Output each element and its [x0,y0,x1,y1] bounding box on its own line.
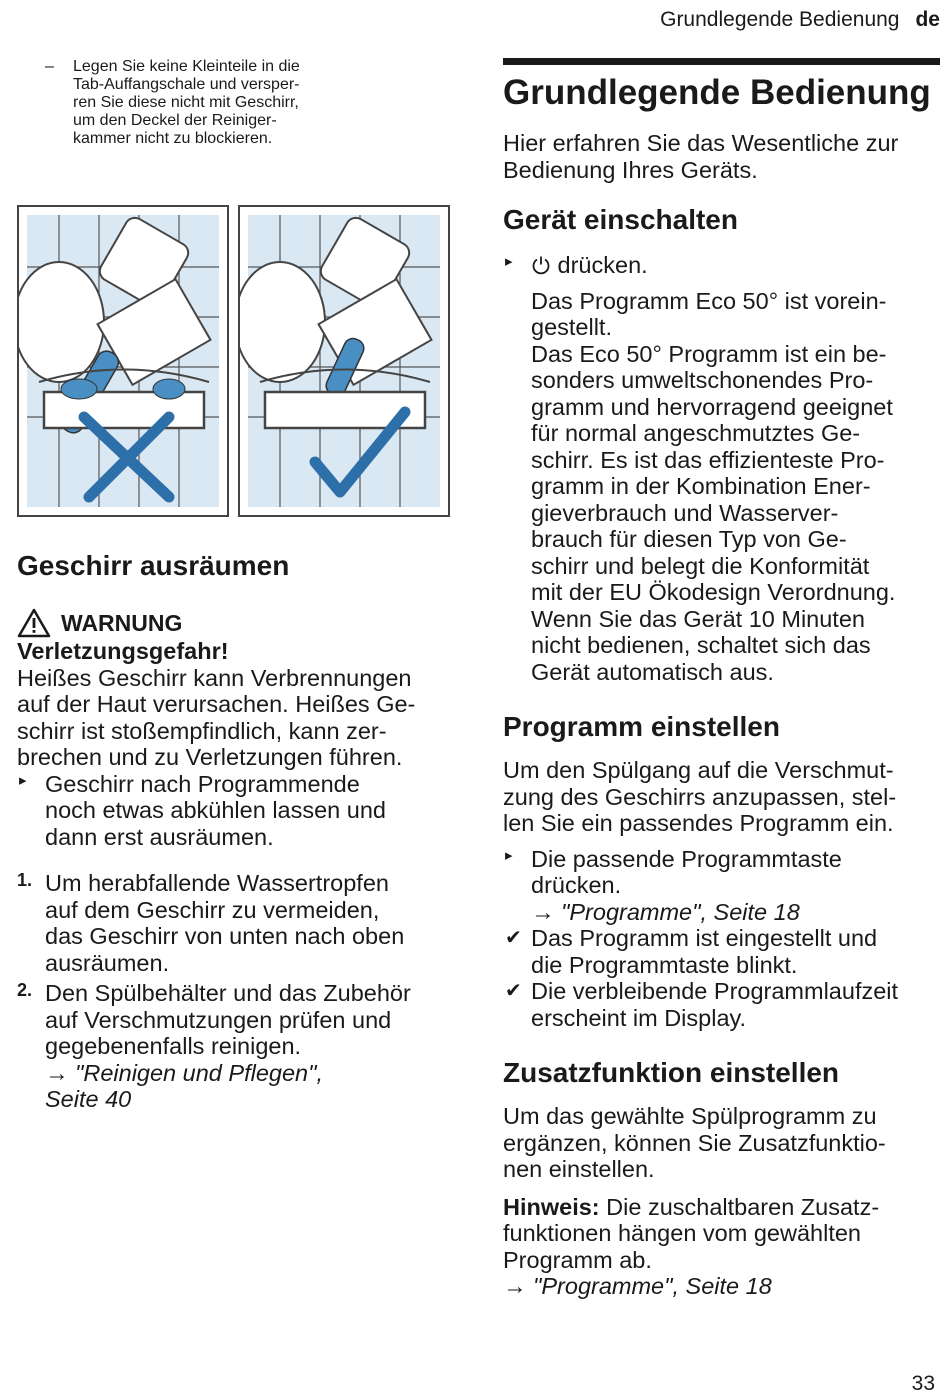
dash-line: um den Deckel der Reiniger- [73,112,277,129]
dash-line: kammer nicht zu blockieren. [73,130,273,147]
warning-label: WARNUNG [61,609,183,636]
s1-line: brauch für diesen Typ von Ge- [531,526,847,552]
s3-line: ergänzen, können Sie Zusatzfunktio- [503,1129,886,1156]
s2-result-line: die Programmtaste blinkt. [531,951,798,978]
warning-action-line: Geschirr nach Programmende [45,770,360,797]
warning-action-line: noch etwas abkühlen lassen und [45,797,386,823]
s2-text [503,757,943,837]
cross-reference-link[interactable]: → "Reinigen und Pflegen", [45,1059,323,1086]
s2-result-line: erscheint im Display. [531,1004,747,1031]
left-column [17,58,457,148]
dash-line: ren Sie diese nicht mit Geschirr, [73,94,299,111]
triangle-bullet-icon: ▸ [505,253,513,270]
s1-line: nicht bedienen, schaltet sich das [531,632,871,658]
page-title: Grundlegende Bedienung [503,73,931,112]
step-line: auf dem Geschirr zu vermeiden, [45,896,380,923]
step-line: Um herabfallende Wassertropfen [45,870,389,896]
step-line: Den Spülbehälter und das Zubehör [45,980,411,1006]
step-number: 1. [17,870,33,890]
intro [503,130,943,183]
s2-action-line: Die passende Programmtaste [531,845,842,872]
warning-triangle-icon [17,608,51,638]
s2-line: Um den Spülgang auf die Verschmut- [503,757,894,783]
s1-line: gramm in der Kombination Ener- [531,473,871,499]
s3-line: Um das gewählte Spülprogramm zu [503,1103,877,1129]
s2-result-line: Die verbleibende Programmlaufzeit [531,978,899,1004]
warning-line: auf der Haut verursachen. Heißes Ge- [17,691,416,717]
wrong-illustration-svg [19,207,227,515]
s1-line: mit der EU Ökodesign Verordnung. [531,579,896,605]
s1-action-text: drücken. [557,252,648,278]
s1-line: schirr. Es ist das effizienteste Pro- [531,446,885,473]
s2-line: zung des Geschirrs anzupassen, stel- [503,783,897,810]
section-title-zusatzfunktion: Zusatzfunktion einstellen [503,1057,840,1088]
left-column-lower [17,550,457,1113]
cross-reference-link[interactable]: → "Programme", Seite 18 [503,1273,772,1299]
intro-line: Bedienung Ihres Geräts. [503,156,758,183]
section-title-einschalten: Gerät einschalten [503,204,738,235]
power-icon [531,255,551,275]
intro-line: Hier erfahren Sie das Wesentliche zur [503,130,899,156]
right-column [503,58,943,1300]
header-lang: de [915,8,940,31]
step-line: auf Verschmutzungen prüfen und [45,1006,392,1033]
running-header [660,8,940,32]
warning-title: Verletzungsgefahr! [17,638,229,664]
section-title-programm: Programm einstellen [503,711,780,742]
s1-text [503,288,943,686]
s1-line: gieverbrauch und Wasserver- [531,499,839,526]
warning-line: brechen und zu Verletzungen führen. [17,744,403,770]
section-title-geschirr: Geschirr ausräumen [17,550,290,581]
right-illustration-svg [240,207,448,515]
dash-text [73,58,457,148]
header-section: Grundlegende Bedienung [660,8,900,31]
warning-line: schirr ist stoßempfindlich, kann zer- [17,717,387,744]
dash-item [0,58,457,148]
s2-result-line: Das Programm ist eingestellt und [531,925,878,951]
warning-action [17,771,457,851]
title-rule [503,58,940,65]
s1-action [503,252,943,279]
s3-line: nen einstellen. [503,1156,655,1182]
illustration-wrong [17,205,229,517]
s1-line: gramm und hervorragend geeignet [531,393,893,420]
note-line: Programm ab. [503,1246,652,1273]
s1-line: Das Eco 50° Programm ist ein be- [531,340,887,367]
s3-text [503,1103,943,1183]
illustration-pair [17,205,453,519]
page-number: 33 [911,1372,935,1395]
step-line: das Geschirr von unten nach oben [45,923,405,949]
triangle-bullet-icon: ▸ [505,846,513,864]
s2-action [503,846,943,926]
cross-reference-link[interactable]: → "Programme", Seite 18 [531,898,800,925]
checkmark-icon: ✔ [505,980,522,1002]
warning-action-line: dann erst ausräumen. [45,823,274,850]
cross-reference-link[interactable]: Seite 40 [45,1086,132,1112]
illustration-right [238,205,450,517]
dash-line: Legen Sie keine Kleinteile in die [73,58,300,75]
s1-line: für normal angeschmutztes Ge- [531,420,861,446]
s1-action-line [531,252,943,279]
note-text: Die zuschaltbaren Zusatz- [599,1193,880,1220]
s1-line: Wenn Sie das Gerät 10 Minuten [531,605,865,632]
warning-header [17,608,457,638]
s2-result-2 [503,978,943,1031]
warning-line: Heißes Geschirr kann Verbrennungen [17,664,412,691]
step-line: ausräumen. [45,949,170,976]
triangle-bullet-icon: ▸ [19,771,27,789]
step-number: 2. [17,980,33,1000]
s2-action-line: drücken. [531,872,622,898]
note-label: Hinweis: [503,1193,600,1220]
s2-result-1 [503,925,943,978]
s1-line: Das Programm Eco 50° ist vorein- [531,287,887,314]
s1-line: Gerät automatisch aus. [531,658,774,685]
dash-line: Tab-Auffangschale und versper- [73,76,300,93]
checkmark-icon: ✔ [505,927,522,949]
note-line-1 [503,1194,943,1221]
step-1 [17,870,457,976]
s1-line: gestellt. [531,314,612,340]
s2-line: len Sie ein passendes Programm ein. [503,810,894,836]
s1-line: schirr und belegt die Konformität [531,552,870,579]
warning-text [17,665,457,771]
step-line: gegebenenfalls reinigen. [45,1033,302,1059]
note [503,1194,943,1300]
dash-mark: – [45,58,54,75]
note-line: funktionen hängen vom gewählten [503,1220,861,1246]
s1-line: sonders umweltschonendes Pro- [531,367,874,393]
step-2 [17,980,457,1113]
